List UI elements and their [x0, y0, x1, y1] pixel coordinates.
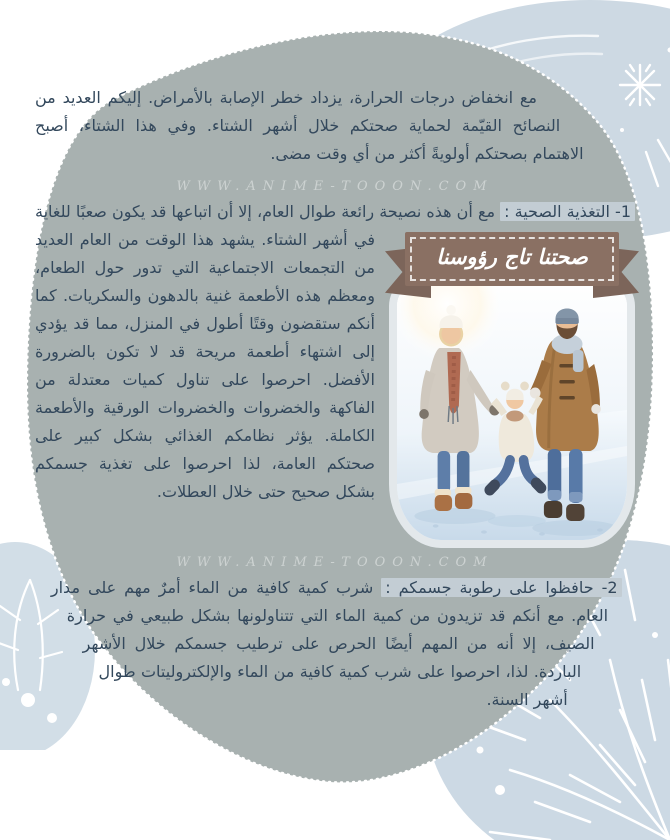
winter-family-photo-art	[397, 278, 627, 540]
photo-figure	[389, 232, 635, 548]
section1-body-start: مع أن هذه نصيحة رائعة طوال العام، إلا أن اتباعها	[171, 202, 496, 221]
intro-text: مع انخفاض درجات الحرارة، يزداد خطر الإصابة بالأمراض. إليكم العديد من النصائح القيّمة لحماية صحتكم خلال أشهر الشتاء. وفي هذا الشتاء، أصبح الاهتمام بصحتكم أولويةً أكثر من أي وقت مضى.	[35, 88, 584, 163]
section2-paragraph	[35, 574, 635, 714]
intro-paragraph	[35, 84, 635, 168]
watermark-text: WWW.ANIME-TOOON.COM	[176, 555, 494, 570]
ribbon-band	[405, 232, 619, 286]
watermark-text: WWW.ANIME-TOOON.COM	[176, 179, 494, 194]
ribbon-banner	[389, 232, 635, 286]
section2-body: شرب كمية كافية من الماء أمرٌ مهم على مدار العام. مع أنكم قد تزيدون من كمية الماء التي تتناولونها بشكل طبيعي في حرارة الصيف، إلا أنه من المهم أيضًا الحرص على ترطيب جسمكم خلال الأشهر الباردة. لذا، احرصوا على شرب كمية كافية من الماء والإلكتروليتات طوال أشهر السنة.	[50, 578, 609, 709]
section1-body-rest: قد يكون صعبًا للغاية في أشهر الشتاء. يشهد هذا الوقت من العام العديد من التجمعات الاجتماعية التي تدور حول الطعام، ومعظم هذه الأطعمة غنية بالدهون والسكريات. كما أنكم ستقضون وقتًا أطول في المنزل، مما قد يؤدي إلى اشتهاء أطعمة مريحة قد لا تكون بالضرورة الأفضل. احرصوا على تناول كميات معتدلة من الفاكهة والخضروات والخضروات الورقية والأطعمة الكاملة. يؤثر نظامكم الغذائي بشكل كبير على صحتكم العامة، لذا احرصوا على تغذية جسمكم بشكل صحيح حتى خلال العطلات.	[35, 202, 375, 501]
winter-family-photo	[389, 270, 635, 548]
ribbon-label: صحتنا تاج رؤوسنا	[436, 244, 588, 269]
section1-heading: 1- التغذية الصحية :	[500, 202, 635, 221]
section2-heading: 2- حافظوا على رطوبة جسمكم :	[381, 578, 621, 597]
curve-spacer	[35, 604, 153, 782]
article	[31, 84, 639, 782]
section1-paragraph	[35, 198, 635, 506]
